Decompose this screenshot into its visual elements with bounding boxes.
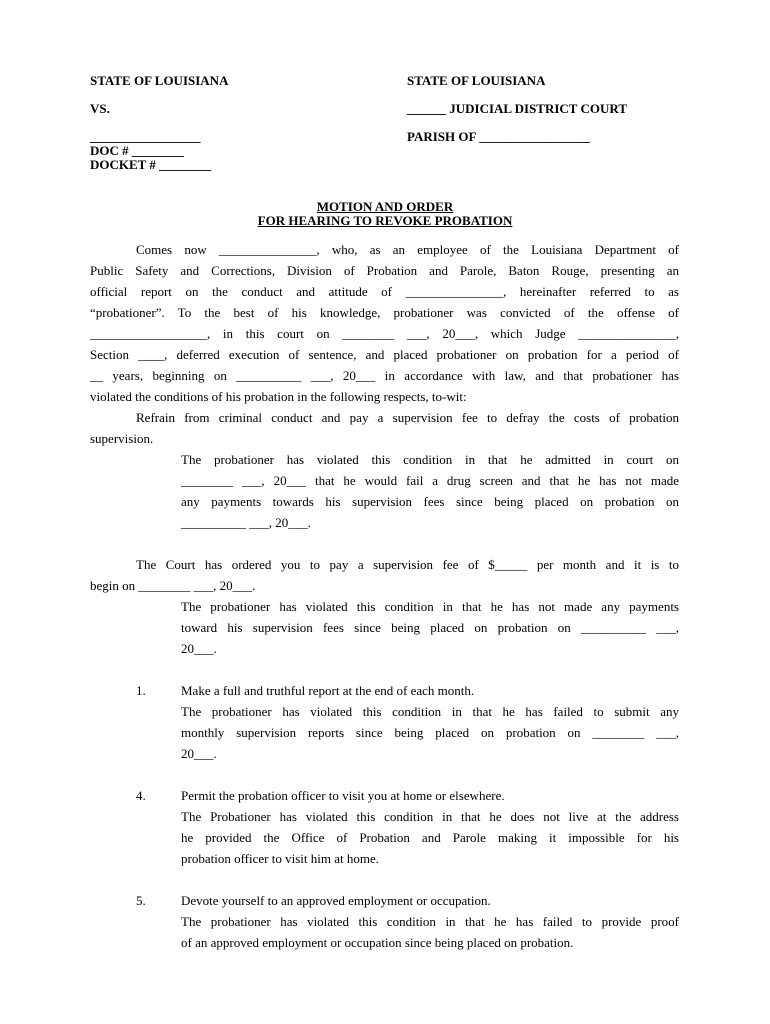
- item-condition: Make a full and truthful report at the end of each month.: [181, 683, 475, 698]
- intro-line: __ years, beginning on __________ ___, 20___ in accordance with law, and that probationer has: [90, 368, 679, 383]
- docket-number: DOCKET # ________: [90, 157, 212, 172]
- violation-line: The probationer has violated this condition in that he has failed to provide proof: [181, 914, 679, 929]
- condition-line: Refrain from criminal conduct and pay a supervision fee to defray the costs of probation: [136, 410, 679, 425]
- intro-line: official report on the conduct and attitude of _______________, hereinafter referred to as: [90, 284, 679, 299]
- intro-line: “probationer”. To the best of his knowledge, probationer was convicted of the offense of: [90, 305, 679, 320]
- versus-label: VS.: [90, 101, 110, 116]
- violation-line: ________ ___, 20___ that he would fail a drug screen and that he has not made: [181, 473, 679, 488]
- violation-line: The probationer has violated this condition in that he has failed to submit any: [181, 704, 679, 719]
- condition-line: The Court has ordered you to pay a supervision fee of $_____ per month and it is to: [136, 557, 679, 572]
- document-title: MOTION AND ORDER: [316, 199, 454, 214]
- item-condition: Devote yourself to an approved employment or occupation.: [181, 893, 491, 908]
- violation-line: 20___.: [181, 641, 217, 656]
- violation-line: __________ ___, 20___.: [181, 515, 311, 530]
- violation-line: monthly supervision reports since being placed on probation on ________ ___,: [181, 725, 679, 740]
- violation-line: he provided the Office of Probation and Parole making it impossible for his: [181, 830, 679, 845]
- left-state-heading: STATE OF LOUISIANA: [90, 73, 229, 88]
- intro-line: violated the conditions of his probation in the following respects, to-wit:: [90, 389, 467, 404]
- violation-line: The probationer has violated this condition in that he admitted in court on: [181, 452, 679, 467]
- intro-line: Section ____, deferred execution of sentence, and placed probationer on probation for a period of: [90, 347, 679, 362]
- item-number: 1.: [136, 683, 146, 698]
- intro-line: Comes now _______________, who, as an employee of the Louisiana Department of: [136, 242, 679, 257]
- violation-line: any payments towards his supervision fees since being placed on probation on: [181, 494, 679, 509]
- right-state-heading: STATE OF LOUISIANA: [407, 73, 546, 88]
- intro-line: __________________, in this court on ________ ___, 20___, which Judge _______________,: [90, 326, 679, 341]
- item-condition: Permit the probation officer to visit you at home or elsewhere.: [181, 788, 505, 803]
- condition-line: begin on ________ ___, 20___.: [90, 578, 256, 593]
- parish-name: PARISH OF _________________: [407, 129, 590, 144]
- document-subtitle: FOR HEARING TO REVOKE PROBATION: [257, 213, 513, 228]
- intro-line: Public Safety and Corrections, Division of Probation and Parole, Baton Rouge, presenting an: [90, 263, 679, 278]
- violation-line: The Probationer has violated this condition in that he does not live at the address: [181, 809, 679, 824]
- violation-line: probation officer to visit him at home.: [181, 851, 379, 866]
- defendant-name-blank: _________________: [90, 129, 201, 144]
- item-number: 5.: [136, 893, 146, 908]
- condition-line: supervision.: [90, 431, 154, 446]
- violation-line: 20___.: [181, 746, 217, 761]
- court-name: ______ JUDICIAL DISTRICT COURT: [407, 101, 627, 116]
- doc-number: DOC # ________: [90, 143, 184, 158]
- violation-line: of an approved employment or occupation since being placed on probation.: [181, 935, 574, 950]
- violation-line: The probationer has violated this condition in that he has not made any payments: [181, 599, 679, 614]
- violation-line: toward his supervision fees since being placed on probation on __________ ___,: [181, 620, 679, 635]
- item-number: 4.: [136, 788, 146, 803]
